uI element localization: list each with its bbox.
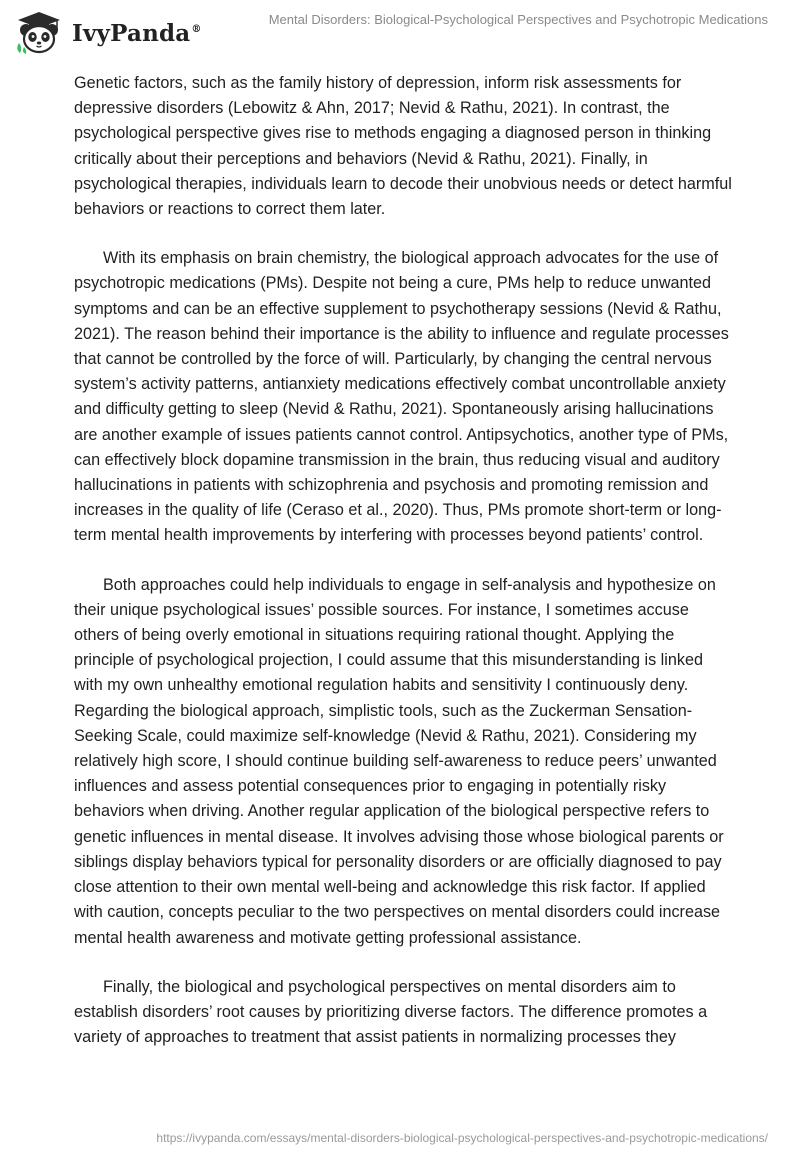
panda-graduate-icon: [14, 9, 64, 55]
paragraph-2: With its emphasis on brain chemistry, the biological approach advocates for the use of psychotropic medications (PMs). Despite not being a cure, PMs help to reduce unwanted symptoms and can be an effective supplement to psychotherapy sessions (Nevid & Rathu, 2021). The reason behind their importance is the ability to influence and regulate processes that cannot be controlled by the force of will. Particularly, by changing the central nervous system’s activity patterns, antianxiety medications effectively combat uncontrollable anxiety and difficulty getting to sleep (Nevid & Rathu, 2021). Spontaneously arising hallucinations are another example of issues patients cannot control. Antipsychotics, another type of PMs, can effectively block dopamine transmission in the brain, thus reducing visual and auditory hallucinations in patients with schizophrenia and psychosis and promoting remission and increases in the quality of life (Ceraso et al., 2020). Thus, PMs promote short-term or long-term mental health improvements by interfering with processes beyond patients’ control.: [74, 249, 729, 545]
paragraph-4: Finally, the biological and psychological perspectives on mental disorders aim to establish disorders’ root causes by prioritizing diverse factors. The difference promotes a variety of approaches to treatment that assist patients in normalizing processes they: [74, 977, 708, 1047]
paragraph-3: Both approaches could help individuals to engage in self-analysis and hypothesize on their unique psychological issues’ possible sources. For instance, I sometimes accuse others of being overly emotional in situations requiring rational thought. Applying the principle of psychological projection, I could assume that this misunderstanding is linked with my own unhealthy emotional regulation habits and sensitivity I continuously deny. Regarding the biological approach, simplistic tools, such as the Zuckerman Sensation-Seeking Scale, could maximize self-knowledge (Nevid & Rathu, 2021). Considering my relatively high score, I should continue building self-awareness to reduce peers’ unwanted influences and assess potential consequences prior to engaging in potentially risky behaviors when driving. Another regular application of the biological perspective refers to genetic influences in mental disease. It involves advising those whose biological parents or siblings display behaviors typical for personality disorders or are officially diagnosed to pay close attention to their own mental well-being and acknowledge this risk factor. If applied with caution, concepts peculiar to the two perspectives on mental disorders could increase mental health awareness and motivate getting professional assistance.: [74, 575, 724, 947]
registered-mark: ®: [191, 23, 202, 35]
brand-name: [72, 20, 202, 47]
essay-body: [74, 71, 734, 1074]
brand-name-text: IvyPanda: [72, 19, 191, 47]
document-title: Mental Disorders: Biological-Psychological Perspectives and Psychotropic Medications: [268, 12, 768, 27]
paragraph-1: Genetic factors, such as the family history of depression, inform risk assessments for depressive disorders (Lebowitz & Ahn, 2017; Nevid & Rathu, 2021). In contrast, the psychological perspective gives rise to methods engaging a diagnosed person in thinking critically about their perceptions and behaviors (Nevid & Rathu, 2021). Finally, in psychological therapies, individuals learn to decode their unobvious needs or detect harmful behaviors or reactions to correct them later.: [74, 74, 732, 219]
source-url[interactable]: https://ivypanda.com/essays/mental-disorders-biological-psychological-perspectives-and-psychotropic-medications/: [156, 1131, 768, 1145]
page-header: [0, 0, 800, 60]
ivypanda-logo[interactable]: [14, 9, 202, 55]
